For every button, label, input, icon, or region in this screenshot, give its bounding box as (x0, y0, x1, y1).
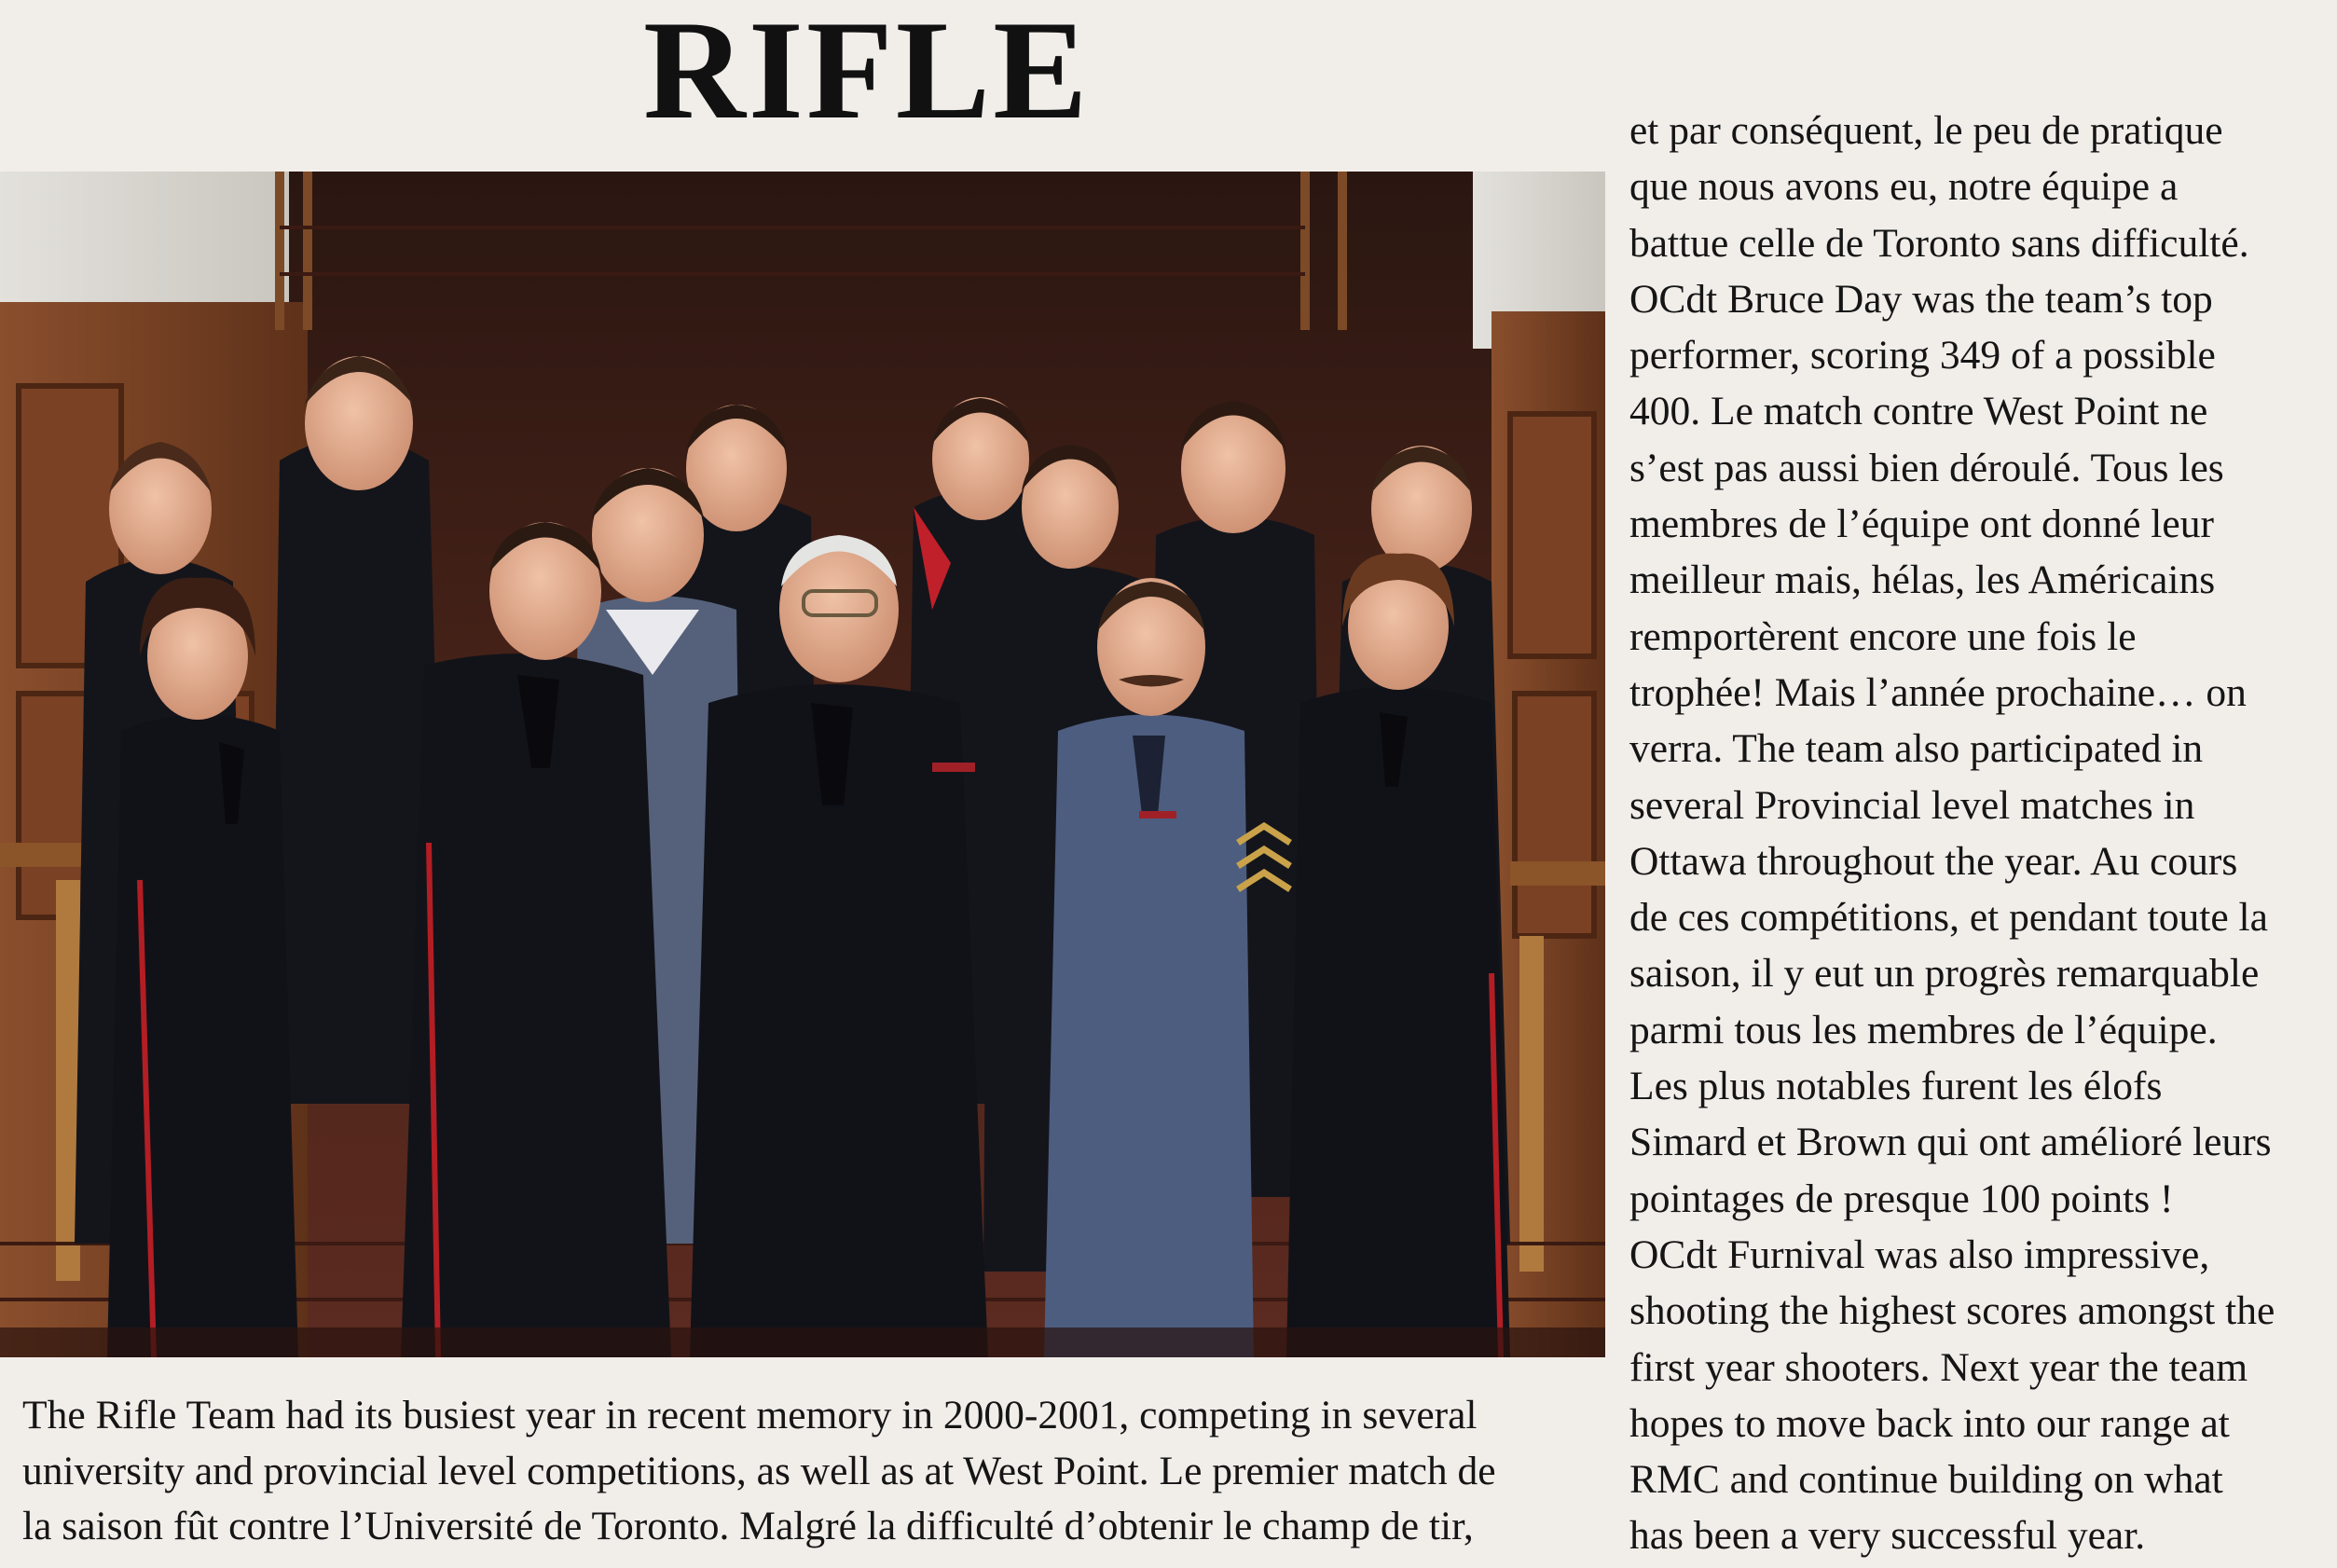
text-line: remportèrent encore une fois le (1629, 613, 2137, 659)
text-line: Simard et Brown qui ont amélioré leurs (1629, 1120, 2272, 1165)
text-line: performer, scoring 349 of a possible (1629, 333, 2216, 378)
text-line: several Provincial level matches in (1629, 782, 2195, 828)
text-line: verra. The team also participated in (1629, 726, 2204, 772)
text-line: hopes to move back into our range at (1629, 1400, 2230, 1446)
text-line: que nous avons eu, notre équipe a (1629, 164, 2179, 210)
text-line: has been a very successful year. (1629, 1513, 2146, 1559)
text-line: saison, il y eut un progrès remarquable (1629, 951, 2260, 997)
text-line: la saison fût contre l’Université de Toronto. Malgré la difficulté d’obtenir le champ de tir, (22, 1504, 1474, 1548)
text-line: 400. Le match contre West Point ne (1629, 389, 2208, 434)
text-line: Ottawa throughout the year. Au cours (1629, 838, 2238, 884)
text-line: battue celle de Toronto sans difficulté. (1629, 220, 2249, 266)
text-line: de ces compétitions, et pendant toute la (1629, 895, 2268, 941)
text-line: shooting the highest scores amongst the (1629, 1288, 2275, 1334)
text-line: membres de l’équipe ont donné leur (1629, 502, 2214, 547)
text-line: trophée! Mais l’année prochaine… on (1629, 669, 2247, 715)
text-line: RMC and continue building on what (1629, 1457, 2223, 1503)
text-line: s’est pas aussi bien déroulé. Tous les (1629, 445, 2224, 490)
text-line: university and provincial level competitions, as well as at West Point. Le premier match de (22, 1448, 1496, 1493)
text-line: OCdt Furnival was also impressive, (1629, 1231, 2210, 1277)
text-line: Les plus notables furent les élofs (1629, 1064, 2163, 1109)
text-line: meilleur mais, hélas, les Américains (1629, 557, 2216, 603)
text-line: The Rifle Team had its busiest year in recent memory in 2000-2001, competing in several (22, 1393, 1478, 1437)
text-line: pointages de presque 100 points ! (1629, 1176, 2174, 1221)
bottom-paragraph (22, 1388, 1607, 1555)
text-line: et par conséquent, le peu de pratique (1629, 108, 2223, 153)
right-column-text (1629, 103, 2330, 1564)
page-title: RIFLE (643, 0, 1091, 148)
text-line: OCdt Bruce Day was the team’s top (1629, 276, 2213, 322)
team-photo (0, 172, 1605, 1357)
team-photo-illustration (0, 172, 1605, 1357)
text-line: parmi tous les membres de l’équipe. (1629, 1007, 2218, 1052)
text-line: first year shooters. Next year the team (1629, 1344, 2248, 1390)
